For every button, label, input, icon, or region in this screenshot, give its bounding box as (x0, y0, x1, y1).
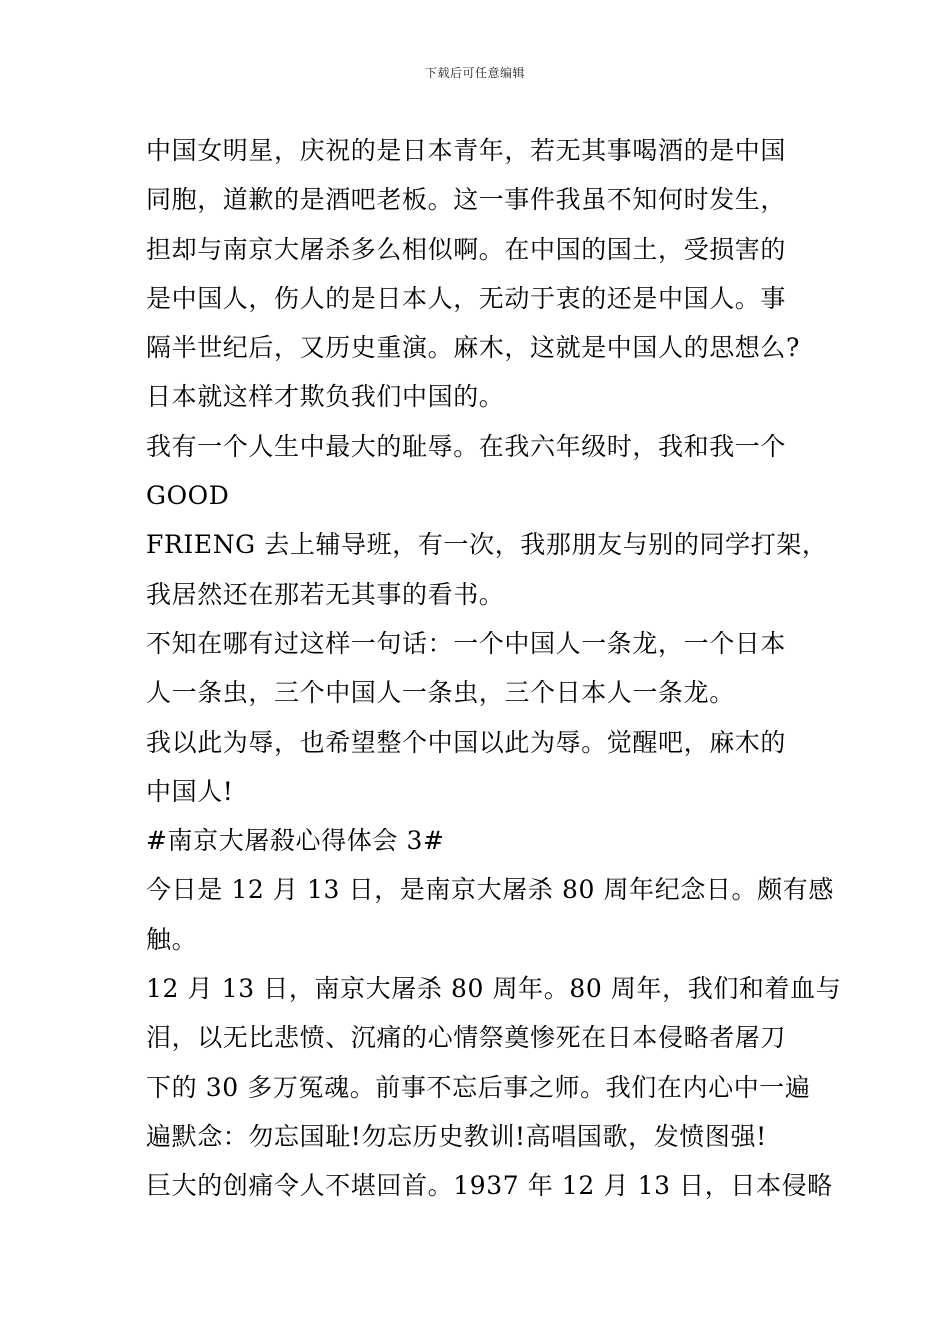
section-heading: #南京大屠殺心得体会 3# (146, 826, 445, 856)
text-line: 是中国人，伤人的是日本人，无动于衷的还是中国人。事 (146, 283, 787, 313)
text-line: 泪，以无比悲愤、沉痛的心情祭奠惨死在日本侵略者屠刀 (146, 1023, 787, 1053)
text-line: 我有一个人生中最大的耻辱。在我六年级时，我和我一个 (146, 431, 787, 461)
text-line: 同胞，道歉的是酒吧老板。这一事件我虽不知何时发生， (146, 185, 787, 215)
text-line: 12 月 13 日，南京大屠杀 80 周年。80 周年，我们和着血与 (146, 974, 842, 1004)
text-line: 巨大的创痛令人不堪回首。1937 年 12 月 13 日，日本侵略 (146, 1171, 833, 1201)
text-line: 触。 (146, 924, 198, 954)
text-line: 不知在哪有过这样一句话：一个中国人一条龙，一个日本 (146, 628, 787, 658)
text-line: 担却与南京大屠杀多么相似啊。在中国的国土，受损害的 (146, 234, 787, 264)
text-line: 中国女明星，庆祝的是日本青年，若无其事喝酒的是中国 (146, 136, 787, 165)
text-line: 下的 30 多万冤魂。前事不忘后事之师。我们在内心中一遍 (146, 1072, 811, 1102)
text-line: 中国人! (146, 776, 234, 806)
text-line: 人一条虫，三个中国人一条虫，三个日本人一条龙。 (146, 678, 735, 708)
page-header: 下载后可任意编辑 (424, 66, 525, 80)
text-line: 日本就这样才欺负我们中国的。 (146, 382, 505, 412)
body-text (146, 126, 842, 1211)
text-line: GOOD (146, 481, 230, 511)
text-line: 我以此为辱，也希望整个中国以此为辱。觉醒吧，麻木的 (146, 727, 787, 757)
text-line: FRIENG 去上辅导班，有一次，我那朋友与别的同学打架， (146, 530, 828, 560)
text-line: 遍默念：勿忘国耻!勿忘历史教训!高唱国歌，发愤图强! (146, 1121, 767, 1151)
text-line: 今日是 12 月 13 日，是南京大屠杀 80 周年纪念日。颇有感 (146, 875, 834, 905)
text-line: 隔半世纪后，又历史重演。麻木，这就是中国人的思想么? (146, 333, 801, 363)
text-line: 我居然还在那若无其事的看书。 (146, 579, 505, 609)
